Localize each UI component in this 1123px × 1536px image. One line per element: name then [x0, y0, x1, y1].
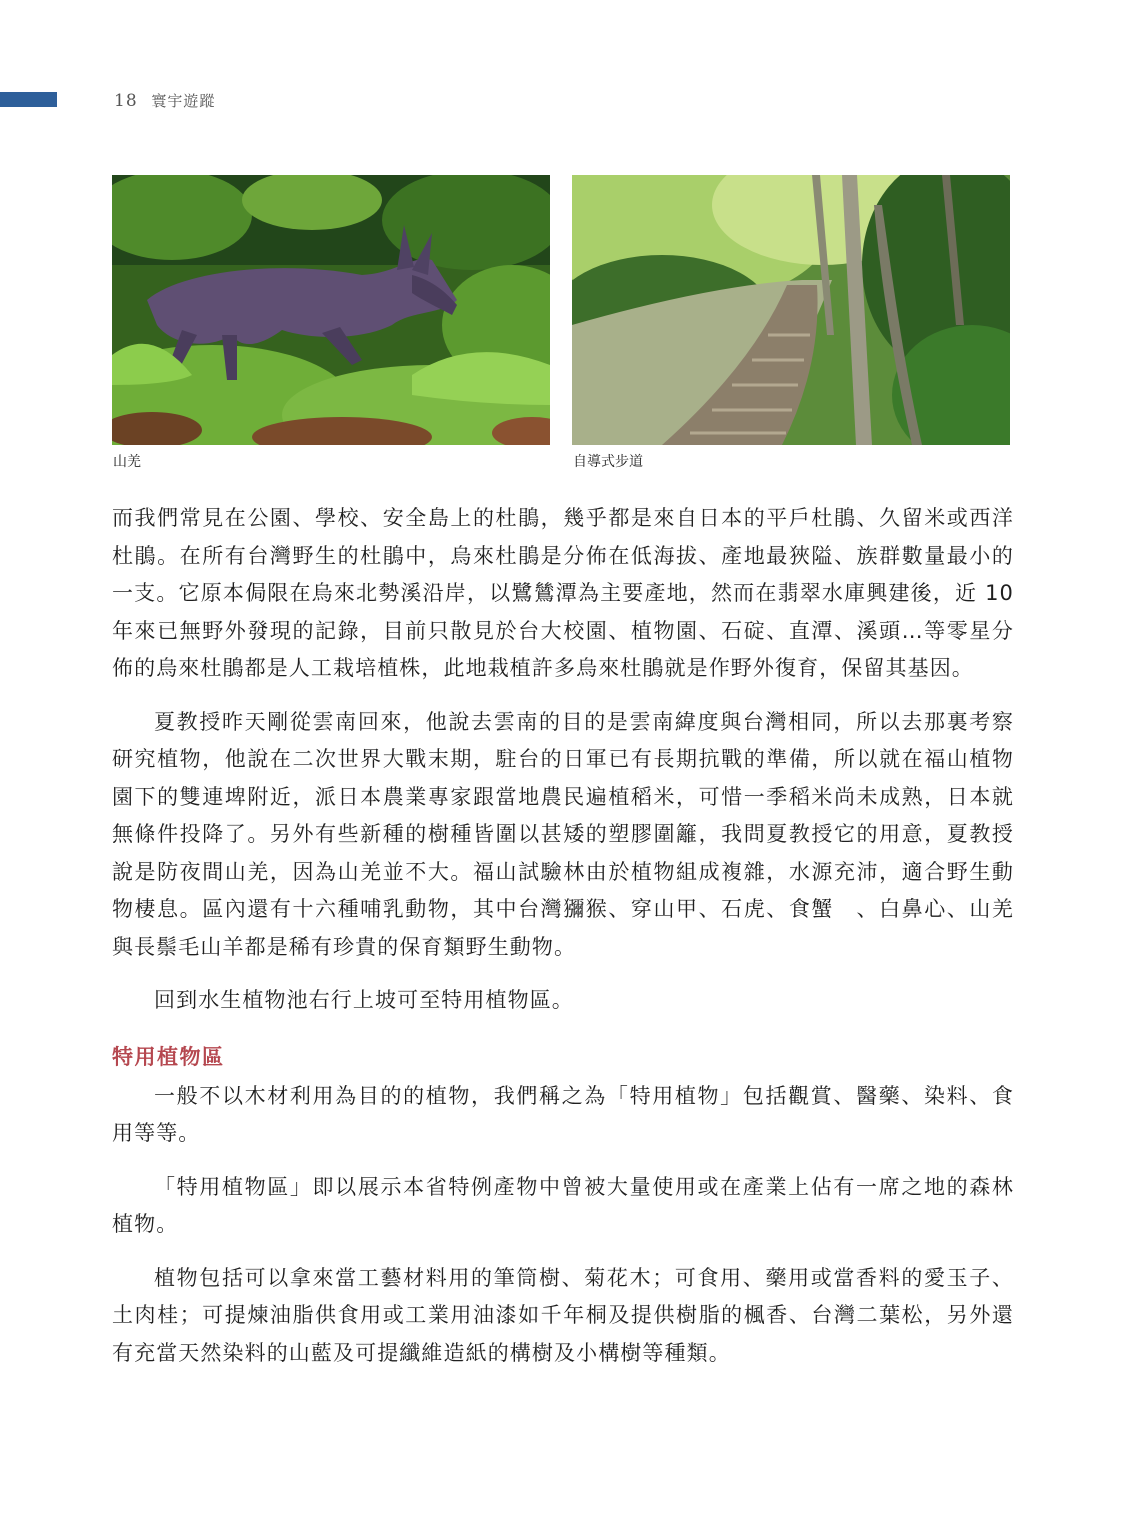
paragraph: 回到水生植物池右行上坡可至特用植物區。	[154, 988, 574, 1012]
section-title: 寰宇遊蹤	[151, 92, 216, 110]
forest-trail-photo-icon	[572, 175, 1010, 445]
paragraph: 一般不以木材利用為目的的植物，我們稱之為「特用植物」包括觀賞、醫藥、染料、食用等等。	[112, 1083, 1014, 1145]
article-body	[112, 500, 1014, 1388]
running-header	[114, 90, 215, 111]
paragraph: 植物包括可以拿來當工藝材料用的筆筒樹、菊花木；可食用、藥用或當香料的愛玉子、土肉桂；可提煉油脂供食用或工業用油漆如千年桐及提供樹脂的楓香、台灣二葉松，另外還有充當天然染料的山藍及可提纖維造紙的構樹及小構樹等種類。	[112, 1265, 1014, 1365]
muntjac-photo	[112, 175, 550, 445]
trail-photo	[572, 175, 1010, 445]
header-accent-bar	[0, 92, 57, 107]
paragraph: 夏教授昨天剛從雲南回來，他說去雲南的目的是雲南緯度與台灣相同，所以去那裏考察研究植物，他說在二次世界大戰末期，駐台的日軍已有長期抗戰的準備，所以就在福山植物園下的雙連埤附近，派日本農業專家跟當地農民遍植稻米，可惜一季稻米尚未成熟，日本就無條件投降了。另外有些新種的樹種皆圍以甚矮的塑膠圍籬，我問夏教授它的用意，夏教授說是防夜間山羌，因為山羌並不大。福山試驗林由於植物組成複雜，水源充沛，適合野生動物棲息。區內還有十六種哺乳動物，其中台灣獼猴、穿山甲、石虎、食蟹 、白鼻心、山羌與長鬃毛山羊都是稀有珍貴的保育類野生動物。	[112, 709, 1014, 959]
paragraph: 而我們常見在公園、學校、安全島上的杜鵑，幾乎都是來自日本的平戶杜鵑、久留米或西洋杜鵑。在所有台灣野生的杜鵑中，烏來杜鵑是分佈在低海拔、產地最狹隘、族群數量最小的一支。它原本侷限在烏來北勢溪沿岸，以鷺鷥潭為主要產地，然而在翡翠水庫興建後，近 10 年來已無野外發現的記錄，目前只散見於台大校園、植物園、石碇、直潭、溪頭…等零星分佈的烏來杜鵑都是人工栽培植株，此地栽植許多烏來杜鵑就是作野外復育，保留其基因。	[112, 506, 1014, 680]
figure-caption-muntjac: 山羌	[113, 454, 141, 470]
section-heading: 特用植物區	[112, 1044, 225, 1069]
page-number: 18	[114, 91, 138, 111]
paragraph: 「特用植物區」即以展示本省特例產物中曾被大量使用或在產業上佔有一席之地的森林植物。	[112, 1174, 1014, 1236]
muntjac-deer-photo-icon	[112, 175, 550, 445]
figure-caption-trail: 自導式步道	[573, 454, 643, 470]
